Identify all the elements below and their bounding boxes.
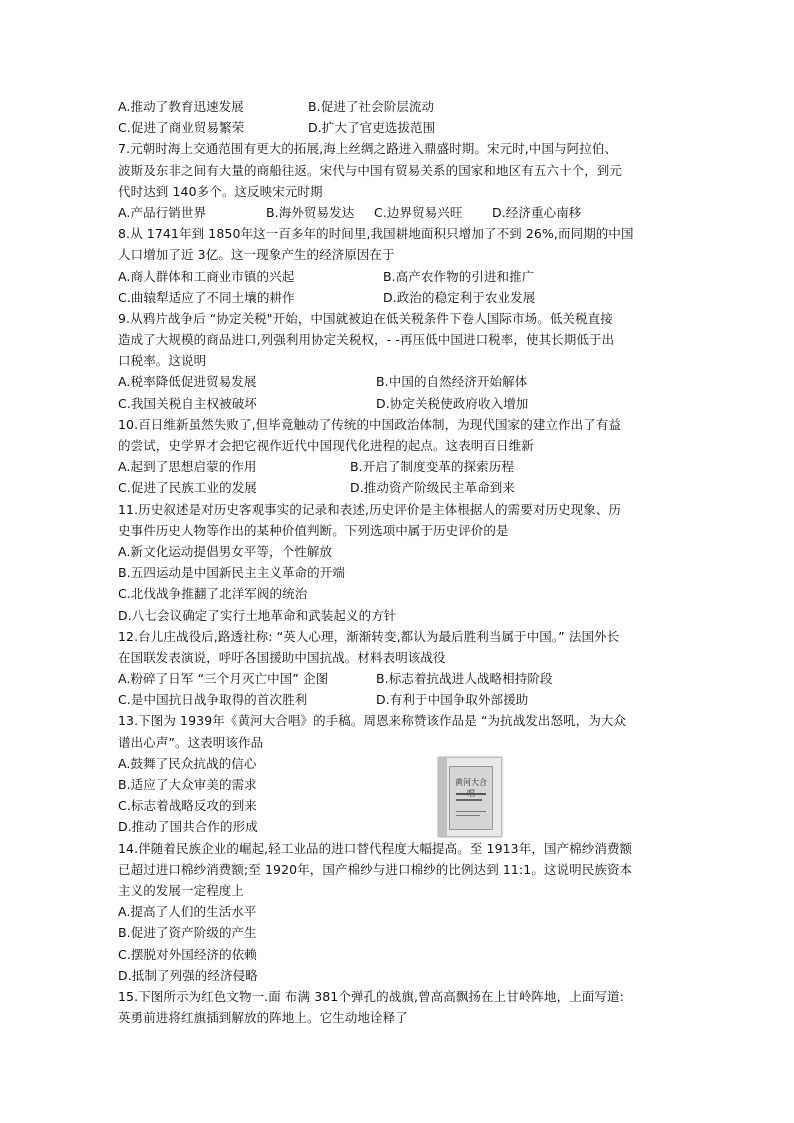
q6-options-row-2 [118, 117, 678, 138]
q13-option-b[interactable]: B.适应了大众审美的需求 [118, 777, 257, 792]
q11-stem-line-1: 11.历史叙述是对历史客观事实的记录和表述,历史评价是主体根据人的需要对历史现象、历 [118, 501, 622, 517]
q13-option-a[interactable]: A.鼓舞了民众抗战的信心 [118, 755, 257, 771]
q12-option-b[interactable]: B.标志着抗战进人战略相持阶段 [376, 671, 553, 687]
q10-stem-line-1: 10.百日维新虽然失败了,但毕竟触动了传统的中国政治体制，为现代国家的建立作出了有益 [118, 416, 622, 432]
q13-stem-line-1: 13.下图为 1939年《黄河大合唱》的手稿。周恩来称赞该作品是 “为抗战发出怒吼，为大众 [118, 713, 627, 729]
yellow-river-cantata-manuscript-image [438, 757, 502, 837]
q6-option-a[interactable]: A.推动了教育迅速发展 [118, 99, 244, 114]
exam-page [118, 96, 678, 1028]
q12-options-row-1 [118, 668, 678, 689]
q10-option-a[interactable]: A.起到了思想启蒙的作用 [118, 459, 257, 475]
q8-stem-line-2: 人口增加了近 3亿。这一现象产生的经济原因在于 [118, 247, 395, 263]
q10-option-d[interactable]: D.推动资产阶级民主革命到来 [350, 480, 515, 496]
q8-option-a[interactable]: A.商人群体和工商业市镇的兴起 [118, 268, 295, 284]
poster-stroke [456, 799, 482, 801]
q14-stem-line-3: 主义的发展一定程度上 [118, 882, 245, 898]
poster-cover [449, 766, 493, 830]
q14-option-c[interactable]: C.摆脱对外国经济的依赖 [118, 946, 257, 962]
q11-option-a[interactable]: A.新文化运动提倡男女平等，个性解放 [118, 543, 333, 559]
q12-option-d[interactable]: D.有利于中国争取外部援助 [376, 692, 529, 708]
q12-stem-line-1: 12.台儿庄战役后,路透社称: “英人心理，渐渐转变,都认为最后胜利当属于中国。” 法国外长 [118, 628, 620, 644]
q7-option-c[interactable]: C.边界贸易兴旺 [374, 204, 463, 220]
q11-option-d[interactable]: D.八七会议确定了实行土地革命和武装起义的方针 [118, 607, 397, 623]
q7-option-d[interactable]: D.经济重心南移 [492, 204, 582, 220]
q7-stem-line-2: 波斯及东非之间有大量的商船往返。宋代与中国有贸易关系的国家和地区有五六十个，到元 [118, 162, 623, 178]
q9-stem-line-3: 口税率。这说明 [118, 353, 207, 369]
q11-stem-line-2: 史事件历史人物等作出的某种价值判断。下列选项中属于历史评价的是 [118, 522, 509, 538]
q7-stem-line-3: 代时达到 140多个。这反映宋元时期 [118, 183, 323, 199]
q9-stem-line-1: 9.从鸦片战争后 “协定关税"开始，中国就被迫在低关税条件下卷人国际市场。低关税直接 [118, 310, 613, 326]
q13-option-d[interactable]: D.推动了国共合作的形成 [118, 819, 258, 835]
poster-title: 黄河大合 [455, 777, 487, 787]
q9-option-c[interactable]: C.我国关税自主权被破坏 [118, 395, 257, 411]
q12-options-row-2 [118, 689, 678, 710]
q12-option-a[interactable]: A.粉碎了日军 “三个月灭亡中国” 企图 [118, 671, 329, 687]
q10-options-row-1 [118, 456, 678, 477]
poster-shadow [439, 758, 447, 836]
q8-option-c[interactable]: C.曲辕犁适应了不同土壤的耕作 [118, 289, 295, 305]
q13-option-c[interactable]: C.标志着战略反攻的到来 [118, 798, 257, 814]
poster-stroke [456, 815, 480, 816]
q12-stem-line-2: 在国联发表演说，呼吁各国援助中国抗战。材料表明该战役 [118, 649, 446, 665]
q7-option-b[interactable]: B.海外贸易发达 [266, 204, 355, 220]
q7-option-a[interactable]: A.产品行销世界 [118, 204, 207, 220]
q7-options-row [118, 202, 678, 223]
q8-options-row-2 [118, 287, 678, 308]
q13-stem-line-2: 谱出心声”。这表明该作品 [118, 734, 264, 750]
q9-option-b[interactable]: B.中国的自然经济开始解体 [376, 374, 528, 390]
q13-options-block [118, 753, 678, 838]
q8-options-row-1 [118, 266, 678, 287]
q10-option-b[interactable]: B.开启了制度变革的探索历程 [350, 459, 514, 475]
q9-options-row-1 [118, 371, 678, 392]
q10-option-c[interactable]: C.促进了民族工业的发展 [118, 480, 257, 496]
q10-options-row-2 [118, 477, 678, 498]
q9-options-row-2 [118, 393, 678, 414]
q12-option-c[interactable]: C.是中国抗日战争取得的首次胜利 [118, 692, 308, 708]
q6-option-b[interactable]: B.促进了社会阶层流动 [308, 99, 435, 114]
q8-stem-line-1: 8.从 1741年到 1850年这一百多年的时间里,我国耕地面积只增加了不到 26%,而同期的中国 [118, 226, 634, 242]
poster-stroke [456, 811, 486, 812]
q11-option-b[interactable]: B.五四运动是中国新民主主义革命的开端 [118, 565, 345, 581]
q14-option-d[interactable]: D.抵制了列强的经济侵略 [118, 967, 258, 983]
q14-option-a[interactable]: A.提高了人们的生活水平 [118, 904, 257, 920]
q9-stem-line-2: 造成了大规模的商品进口,列强利用协定关税权，- -再压低中国进口税率，使其长期低于出 [118, 332, 615, 348]
q14-stem-line-2: 已超过进口棉纱消费额;至 1920年，国产棉纱与进口棉纱的比例达到 11:1。这说明民族资本 [118, 861, 633, 877]
q6-option-d[interactable]: D.扩大了官吏选拔范围 [308, 120, 436, 136]
poster-stroke [456, 793, 486, 795]
q8-option-d[interactable]: D.政治的稳定利于农业发展 [383, 289, 536, 305]
q10-stem-line-2: 的尝试，史学界才会把它视作近代中国现代化进程的起点。这表明百日维新 [118, 438, 534, 453]
q14-stem-line-1: 14.伴随着民族企业的崛起,轻工业品的进口替代程度大幅提高。至 1913年，国产棉纱消费额 [118, 840, 633, 856]
q9-option-a[interactable]: A.税率降低促进贸易发展 [118, 374, 257, 390]
q6-options-row-1 [118, 96, 678, 117]
q14-option-b[interactable]: B.促进了资产阶级的产生 [118, 925, 257, 941]
q7-stem-line-1: 7.元朝时海上交通范围有更大的拓展,海上丝绸之路进入鼎盛时期。宋元时,中国与阿拉伯、 [118, 141, 618, 157]
q9-option-d[interactable]: D.协定关税使政府收入增加 [376, 395, 529, 411]
q8-option-b[interactable]: B.高产农作物的引进和推广 [383, 268, 535, 284]
q15-stem-line-1: 15.下图所示为红色文物一.面 布满 381个弹孔的战旗,曾高高飘扬在上甘岭阵地，上面写道: [118, 988, 624, 1004]
q15-stem-line-2: 英勇前进将红旗插到解放的阵地上。它生动地诠释了 [118, 1010, 408, 1026]
q11-option-c[interactable]: C.北伐战争推翻了北洋军阀的统治 [118, 586, 308, 602]
q6-option-c[interactable]: C.促进了商业贸易繁荣 [118, 120, 245, 136]
